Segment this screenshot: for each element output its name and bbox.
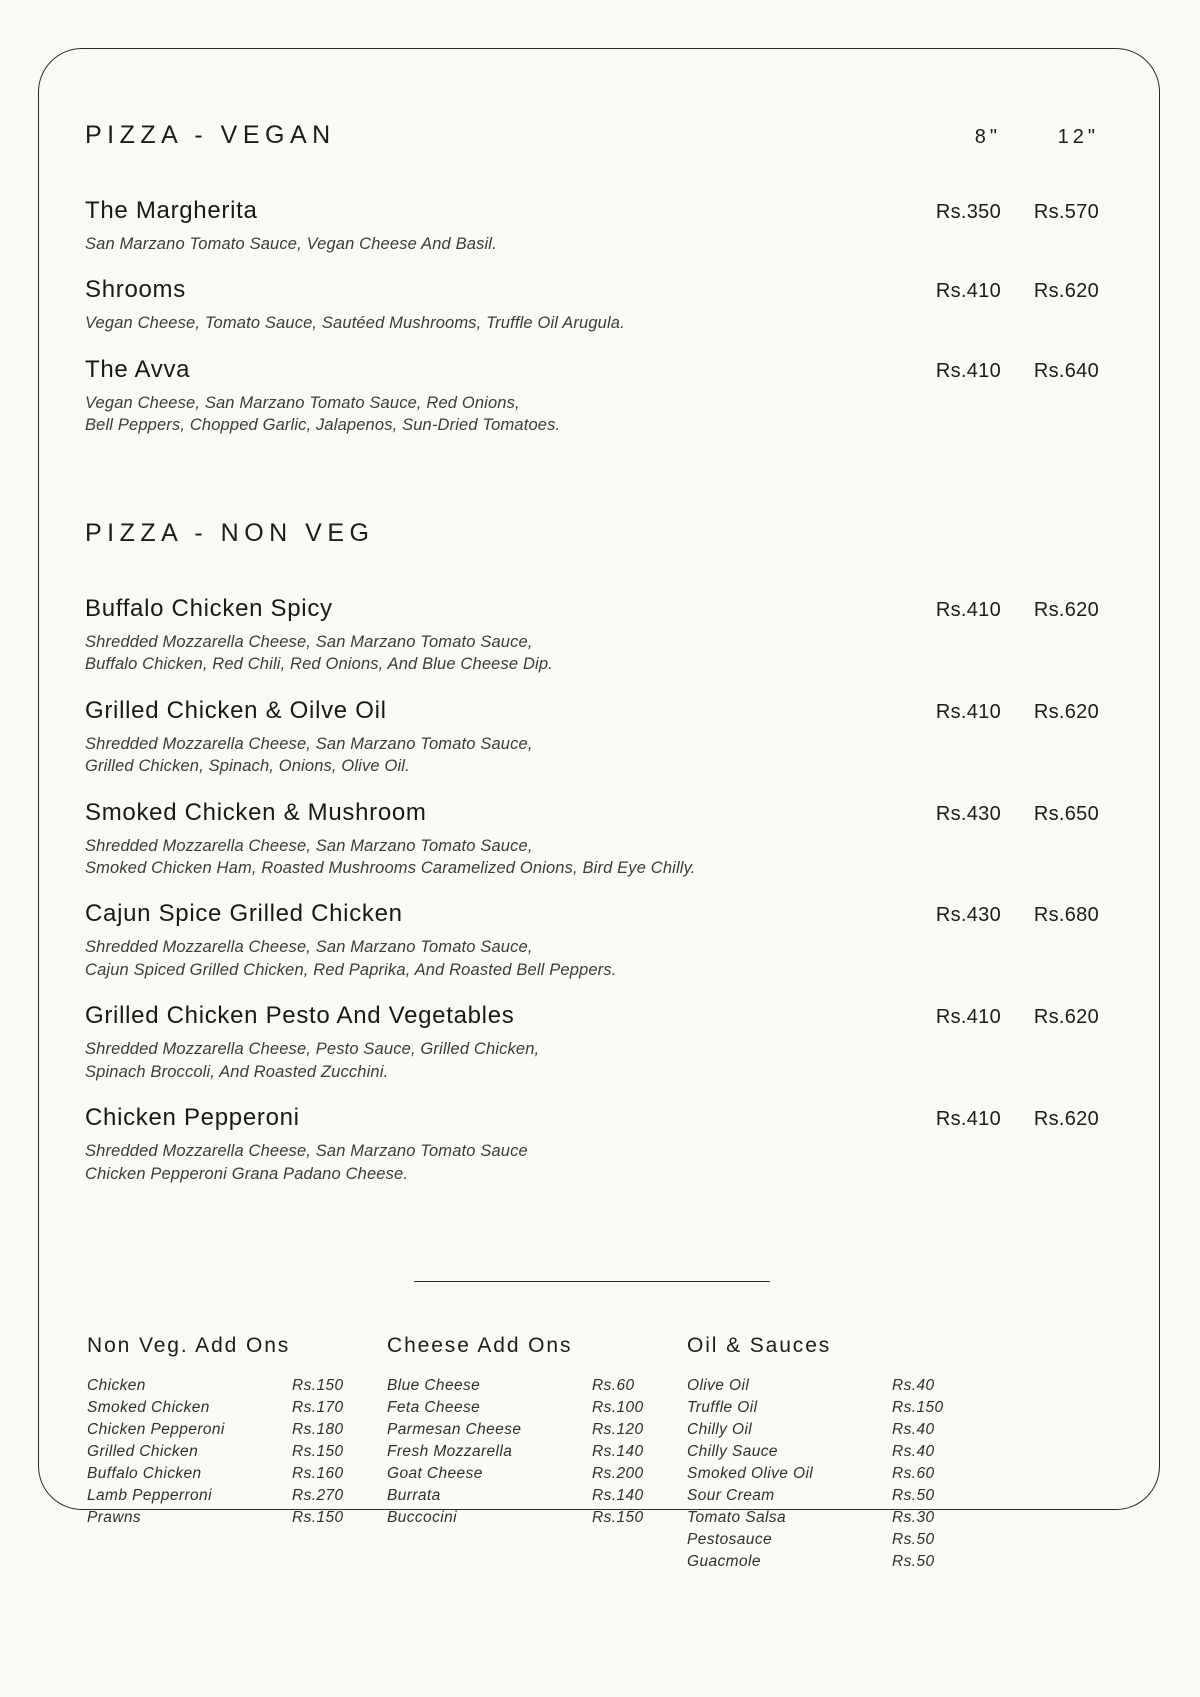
- addon-row: [387, 1397, 687, 1419]
- addon-label: Buccocini: [387, 1509, 457, 1526]
- menu-content: [39, 49, 1159, 1573]
- menu-item-top-row: [85, 696, 1099, 726]
- menu-item-name: Smoked Chicken & Mushroom: [85, 798, 427, 826]
- addon-row: [687, 1441, 987, 1463]
- addon-label: Feta Cheese: [387, 1399, 481, 1416]
- menu-item: [85, 1103, 1099, 1185]
- size-column-12in: 12": [1057, 126, 1099, 148]
- menu-items-vegan: [85, 196, 1099, 437]
- addon-label: Sour Cream: [687, 1487, 775, 1504]
- addon-price: Rs.100: [592, 1399, 644, 1416]
- section-divider: [414, 1281, 770, 1282]
- menu-item-prices: [903, 201, 1099, 224]
- addon-label: Smoked Chicken: [87, 1399, 210, 1416]
- menu-item-description: [85, 835, 1099, 880]
- menu-item-name: Cajun Spice Grilled Chicken: [85, 900, 403, 928]
- price-12in: Rs.620: [1033, 280, 1099, 303]
- addon-column-non-veg: [87, 1334, 387, 1573]
- addon-row: [687, 1485, 987, 1507]
- description-line: Cajun Spiced Grilled Chicken, Red Paprika, And Roasted Bell Peppers.: [85, 960, 617, 979]
- price-8in: Rs.410: [935, 359, 1001, 382]
- section-header-nonveg: [85, 519, 1099, 548]
- menu-item-top-row: [85, 1001, 1099, 1031]
- menu-item-top-row: [85, 1103, 1099, 1133]
- size-column-headers: [903, 126, 1099, 149]
- addon-price: Rs.40: [892, 1443, 935, 1460]
- description-line: Smoked Chicken Ham, Roasted Mushrooms Caramelized Onions, Bird Eye Chilly.: [85, 858, 696, 877]
- addon-label: Lamb Pepperroni: [87, 1487, 212, 1504]
- menu-item-name: The Margherita: [85, 197, 258, 224]
- price-8in: Rs.410: [935, 700, 1001, 723]
- menu-item-top-row: [85, 594, 1099, 624]
- menu-item-name: Shrooms: [85, 276, 186, 304]
- addon-price: Rs.140: [592, 1487, 644, 1504]
- menu-item-top-row: [85, 275, 1099, 305]
- menu-item: [85, 196, 1099, 255]
- menu-item-name: The Avva: [85, 355, 191, 383]
- addon-row: [387, 1441, 687, 1463]
- menu-item: [85, 899, 1099, 981]
- description-line: Grilled Chicken, Spinach, Onions, Olive Oil.: [85, 757, 410, 776]
- menu-item-prices: [903, 599, 1099, 622]
- addon-label: Chilly Oil: [687, 1421, 753, 1438]
- price-8in: Rs.410: [935, 598, 1001, 621]
- description-line: Shredded Mozzarella Cheese, San Marzano Tomato Sauce: [85, 1142, 528, 1161]
- menu-item-name: Buffalo Chicken Spicy: [85, 594, 333, 622]
- description-line: Shredded Mozzarella Cheese, San Marzano Tomato Sauce,: [85, 632, 533, 651]
- menu-item: [85, 696, 1099, 778]
- addon-price: Rs.150: [292, 1377, 344, 1394]
- addon-label: Smoked Olive Oil: [687, 1465, 814, 1482]
- menu-item-description: [85, 936, 1099, 981]
- price-12in: Rs.620: [1033, 1108, 1099, 1131]
- addon-label: Fresh Mozzarella: [387, 1443, 513, 1460]
- addon-column-title: Non Veg. Add Ons: [87, 1334, 291, 1357]
- addon-rows: [687, 1375, 987, 1573]
- menu-item-name: Chicken Pepperoni: [85, 1104, 300, 1132]
- addon-label: Chicken Pepperoni: [87, 1421, 225, 1438]
- menu-item-prices: [903, 701, 1099, 724]
- price-12in: Rs.620: [1033, 1006, 1099, 1029]
- addon-price: Rs.140: [592, 1443, 644, 1460]
- menu-page-card: [38, 48, 1160, 1570]
- addon-price: Rs.270: [292, 1487, 344, 1504]
- menu-item-description: [85, 1140, 1099, 1185]
- menu-items-nonveg: [85, 594, 1099, 1185]
- addon-row: [687, 1375, 987, 1397]
- addon-column-title: Oil & Sauces: [687, 1334, 832, 1357]
- addon-label: Goat Cheese: [387, 1465, 483, 1482]
- price-8in: Rs.430: [935, 904, 1001, 927]
- addon-price: Rs.30: [892, 1509, 935, 1526]
- addon-label: Grilled Chicken: [87, 1443, 199, 1460]
- addon-label: Buffalo Chicken: [87, 1465, 202, 1482]
- price-8in: Rs.410: [935, 1006, 1001, 1029]
- addon-row: [387, 1507, 687, 1529]
- addon-price: Rs.60: [892, 1465, 935, 1482]
- menu-item-prices: [903, 360, 1099, 383]
- addon-row: [87, 1463, 387, 1485]
- price-12in: Rs.620: [1033, 598, 1099, 621]
- addons-section: [85, 1334, 1099, 1573]
- addon-row: [87, 1375, 387, 1397]
- price-12in: Rs.620: [1033, 700, 1099, 723]
- addon-column-oil-sauces: [687, 1334, 987, 1573]
- addon-label: Parmesan Cheese: [387, 1421, 522, 1438]
- addon-row: [87, 1485, 387, 1507]
- divider-container: [85, 1281, 1099, 1282]
- price-12in: Rs.650: [1033, 802, 1099, 825]
- addon-price: Rs.180: [292, 1421, 344, 1438]
- addon-row: [687, 1463, 987, 1485]
- addon-price: Rs.50: [892, 1531, 935, 1548]
- addon-row: [387, 1375, 687, 1397]
- description-line: Chicken Pepperoni Grana Padano Cheese.: [85, 1164, 409, 1183]
- description-line: Bell Peppers, Chopped Garlic, Jalapenos, Sun-Dried Tomatoes.: [85, 416, 561, 435]
- addon-price: Rs.60: [592, 1377, 635, 1394]
- addon-rows: [87, 1375, 387, 1529]
- menu-item-prices: [903, 904, 1099, 927]
- section-header-vegan: [85, 121, 1099, 150]
- menu-item-top-row: [85, 355, 1099, 385]
- addon-row: [387, 1463, 687, 1485]
- menu-item: [85, 1001, 1099, 1083]
- addon-price: Rs.150: [292, 1509, 344, 1526]
- addon-row: [87, 1397, 387, 1419]
- addon-label: Chicken: [87, 1377, 146, 1394]
- price-8in: Rs.410: [935, 280, 1001, 303]
- menu-item-top-row: [85, 798, 1099, 828]
- addon-label: Tomato Salsa: [687, 1509, 787, 1526]
- addon-row: [87, 1419, 387, 1441]
- addon-row: [687, 1507, 987, 1529]
- menu-item-name: Grilled Chicken & Oilve Oil: [85, 696, 387, 724]
- menu-item-prices: [903, 803, 1099, 826]
- description-line: Shredded Mozzarella Cheese, San Marzano Tomato Sauce,: [85, 938, 533, 957]
- price-12in: Rs.680: [1033, 904, 1099, 927]
- addon-row: [387, 1485, 687, 1507]
- addon-label: Olive Oil: [687, 1377, 750, 1394]
- addon-price: Rs.150: [592, 1509, 644, 1526]
- price-8in: Rs.410: [935, 1108, 1001, 1131]
- menu-item-description: [85, 392, 1099, 437]
- addon-price: Rs.200: [592, 1465, 644, 1482]
- addon-row: [687, 1529, 987, 1551]
- addon-label: Prawns: [87, 1509, 142, 1526]
- addon-rows: [387, 1375, 687, 1529]
- addon-column-cheese: [387, 1334, 687, 1573]
- description-line: Spinach Broccoli, And Roasted Zucchini.: [85, 1062, 389, 1081]
- section-title-vegan: PIZZA - VEGAN: [85, 121, 336, 149]
- addon-row: [687, 1419, 987, 1441]
- addon-label: Chilly Sauce: [687, 1443, 778, 1460]
- addon-price: Rs.40: [892, 1377, 935, 1394]
- addon-row: [687, 1551, 987, 1573]
- menu-item-top-row: [85, 196, 1099, 226]
- addon-label: Truffle Oil: [687, 1399, 758, 1416]
- description-line: Vegan Cheese, San Marzano Tomato Sauce, Red Onions,: [85, 393, 520, 412]
- menu-item-description: [85, 233, 1099, 255]
- menu-item-prices: [903, 1108, 1099, 1131]
- addon-price: Rs.120: [592, 1421, 644, 1438]
- menu-item-top-row: [85, 899, 1099, 929]
- price-8in: Rs.430: [935, 802, 1001, 825]
- addon-row: [87, 1441, 387, 1463]
- menu-item-description: [85, 1038, 1099, 1083]
- menu-item-description: [85, 733, 1099, 778]
- addon-label: Pestosauce: [687, 1531, 772, 1548]
- size-column-8in: 8": [974, 126, 1001, 148]
- description-line: Shredded Mozzarella Cheese, San Marzano Tomato Sauce,: [85, 836, 533, 855]
- price-12in: Rs.640: [1033, 359, 1099, 382]
- addon-price: Rs.150: [292, 1443, 344, 1460]
- addon-price: Rs.50: [892, 1553, 935, 1570]
- section-spacer: [85, 457, 1099, 519]
- addon-price: Rs.150: [892, 1399, 944, 1416]
- addon-price: Rs.160: [292, 1465, 344, 1482]
- addon-price: Rs.170: [292, 1399, 344, 1416]
- addon-price: Rs.40: [892, 1421, 935, 1438]
- addon-label: Burrata: [387, 1487, 441, 1504]
- menu-item: [85, 355, 1099, 437]
- addon-row: [687, 1397, 987, 1419]
- menu-item-description: [85, 631, 1099, 676]
- menu-item-name: Grilled Chicken Pesto And Vegetables: [85, 1002, 515, 1030]
- addon-column-title: Cheese Add Ons: [387, 1334, 573, 1357]
- menu-item-description: [85, 312, 1099, 334]
- menu-item: [85, 275, 1099, 334]
- menu-item: [85, 594, 1099, 676]
- addon-row: [87, 1507, 387, 1529]
- description-line: Shredded Mozzarella Cheese, San Marzano Tomato Sauce,: [85, 734, 533, 753]
- description-line: Vegan Cheese, Tomato Sauce, Sautéed Mushrooms, Truffle Oil Arugula.: [85, 314, 625, 333]
- price-12in: Rs.570: [1033, 201, 1099, 223]
- menu-item: [85, 798, 1099, 880]
- section-title-nonveg: PIZZA - NON VEG: [85, 518, 375, 547]
- description-line: Shredded Mozzarella Cheese, Pesto Sauce, Grilled Chicken,: [85, 1040, 540, 1059]
- description-line: Buffalo Chicken, Red Chili, Red Onions, And Blue Cheese Dip.: [85, 655, 553, 674]
- price-8in: Rs.350: [935, 201, 1001, 223]
- addon-label: Blue Cheese: [387, 1377, 481, 1394]
- addon-price: Rs.50: [892, 1487, 935, 1504]
- addon-label: Guacmole: [687, 1553, 761, 1570]
- menu-item-prices: [903, 280, 1099, 303]
- menu-item-prices: [903, 1006, 1099, 1029]
- description-line: San Marzano Tomato Sauce, Vegan Cheese And Basil.: [85, 235, 497, 253]
- addon-row: [387, 1419, 687, 1441]
